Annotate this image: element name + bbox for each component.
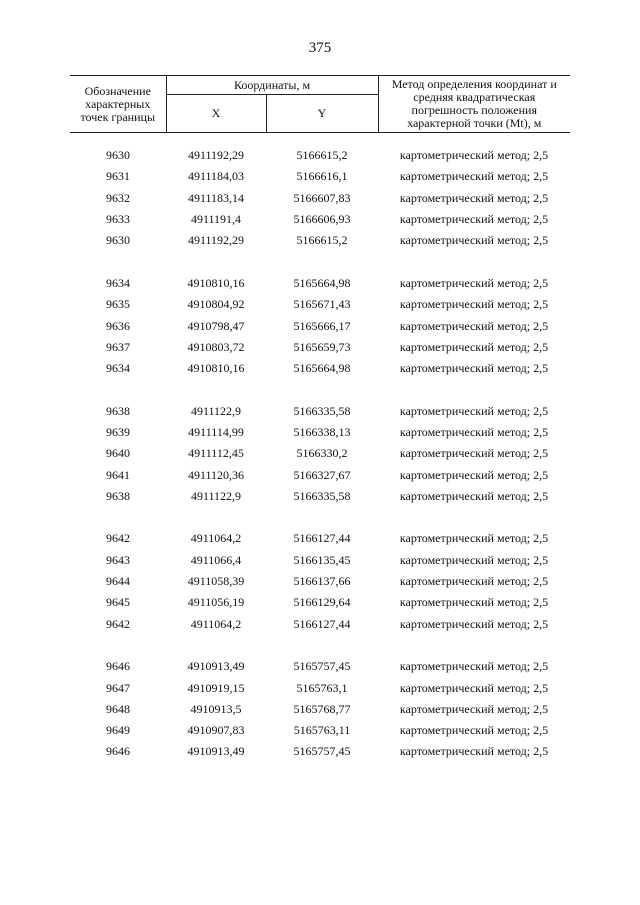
cell-method: картометрический метод; 2,5 (399, 361, 549, 376)
cell-method: картометрический метод; 2,5 (399, 425, 549, 439)
table-row (70, 315, 570, 336)
cell-point-id: 9647 (106, 680, 130, 695)
cell-method: картометрический метод; 2,5 (399, 744, 549, 759)
cell-point-id: 9646 (106, 744, 130, 759)
table-row (70, 550, 570, 571)
table-row (70, 273, 570, 294)
cell-method: картометрический метод; 2,5 (399, 595, 549, 610)
cell-x: 4911192,29 (187, 148, 245, 163)
table-row (70, 486, 570, 507)
cell-y: 5166135,45 (293, 552, 351, 567)
header-coordinates: Координаты, м (166, 76, 378, 95)
cell-y: 5166615,2 (296, 233, 348, 248)
cell-point-id: 9630 (106, 148, 130, 163)
cell-x: 4911056,19 (187, 595, 245, 610)
group-spacer (70, 507, 570, 528)
cell-point-id: 9630 (106, 233, 130, 248)
cell-x: 4911122,9 (190, 488, 242, 503)
cell-x: 4911112,45 (188, 446, 244, 461)
table-row (70, 166, 570, 187)
table-row (70, 145, 570, 166)
cell-method: картометрический метод; 2,5 (399, 148, 549, 163)
cell-y: 5166137,66 (293, 574, 351, 589)
table-row (70, 592, 570, 613)
cell-method: картометрический метод; 2,5 (399, 212, 549, 227)
coordinates-table (70, 75, 570, 763)
page-number: 375 (308, 40, 332, 56)
cell-point-id: 9642 (106, 531, 130, 546)
cell-y: 5166606,93 (293, 212, 351, 227)
cell-method: картометрический метод; 2,5 (399, 659, 549, 674)
cell-method: картометрический метод; 2,5 (399, 275, 549, 290)
cell-x: 4911192,29 (187, 233, 245, 248)
cell-x: 4911120,36 (187, 467, 245, 482)
cell-y: 5165763,1 (296, 680, 348, 695)
table-row (70, 358, 570, 379)
cell-method: картометрический метод; 2,5 (399, 339, 549, 354)
cell-method: картометрический метод; 2,5 (399, 574, 549, 589)
cell-x: 4910810,16 (187, 361, 245, 376)
table-row (70, 464, 570, 485)
cell-y: 5166127,44 (293, 531, 351, 546)
cell-x: 4910810,16 (187, 275, 245, 290)
cell-point-id: 9648 (106, 701, 130, 716)
cell-method: картометрический метод; 2,5 (399, 190, 549, 205)
cell-method: картометрический метод; 2,5 (399, 403, 549, 418)
cell-y: 5165664,98 (293, 275, 351, 290)
header-method: Метод определения координат и средняя квадратическая погрешность положения характерной точки (Mt), м (378, 76, 570, 133)
cell-y: 5165659,73 (293, 339, 351, 354)
group-spacer (70, 133, 570, 146)
cell-y: 5165671,43 (293, 297, 351, 312)
table-row (70, 528, 570, 549)
cell-x: 4910913,5 (190, 701, 242, 716)
cell-point-id: 9638 (106, 403, 130, 418)
cell-y: 5165768,77 (293, 701, 351, 716)
cell-y: 5165757,45 (293, 659, 351, 674)
cell-y: 5166327,67 (293, 467, 351, 482)
cell-method: картометрический метод; 2,5 (399, 233, 549, 248)
cell-method: картометрический метод; 2,5 (399, 701, 549, 716)
cell-point-id: 9632 (106, 190, 130, 205)
cell-y: 5166129,64 (293, 595, 351, 610)
cell-point-id: 9640 (106, 446, 130, 461)
cell-method: картометрический метод; 2,5 (399, 488, 549, 503)
table-row (70, 209, 570, 230)
cell-method: картометрический метод; 2,5 (399, 723, 549, 738)
cell-y: 5166616,1 (296, 169, 348, 184)
header-x: X (166, 95, 266, 133)
cell-x: 4910798,47 (187, 318, 245, 333)
cell-y: 5166330,2 (296, 446, 348, 461)
cell-method: картометрический метод; 2,5 (399, 318, 549, 333)
cell-x: 4911066,4 (190, 552, 242, 567)
table-header (70, 76, 570, 133)
cell-method: картометрический метод; 2,5 (399, 169, 549, 184)
table-row (70, 294, 570, 315)
cell-y: 5166335,58 (293, 403, 351, 418)
table-row (70, 699, 570, 720)
cell-x: 4911064,2 (190, 531, 242, 546)
cell-x: 4910919,15 (187, 680, 245, 695)
cell-y: 5166607,83 (293, 190, 351, 205)
cell-method: картометрический метод; 2,5 (399, 467, 549, 482)
table-row (70, 720, 570, 741)
cell-x: 4911064,2 (190, 616, 242, 631)
cell-x: 4911183,14 (187, 190, 245, 205)
cell-x: 4911122,9 (190, 403, 242, 418)
group-spacer (70, 251, 570, 272)
cell-method: картометрический метод; 2,5 (399, 531, 549, 546)
group-spacer (70, 635, 570, 656)
cell-y: 5165757,45 (293, 744, 351, 759)
cell-method: картометрический метод; 2,5 (399, 616, 549, 631)
cell-x: 4911058,39 (187, 574, 245, 589)
cell-point-id: 9636 (106, 318, 130, 333)
cell-point-id: 9634 (106, 275, 130, 290)
cell-x: 4910913,49 (187, 744, 245, 759)
cell-method: картометрический метод; 2,5 (399, 446, 549, 461)
header-y: Y (266, 95, 378, 133)
cell-y: 5166127,44 (293, 616, 351, 631)
cell-y: 5165666,17 (293, 318, 351, 333)
cell-point-id: 9641 (106, 467, 130, 482)
cell-point-id: 9635 (106, 297, 130, 312)
table-row (70, 230, 570, 251)
cell-point-id: 9631 (106, 169, 130, 184)
cell-point-id: 9637 (106, 339, 130, 354)
cell-x: 4910803,72 (187, 339, 245, 354)
cell-point-id: 9634 (106, 361, 130, 376)
table-row (70, 571, 570, 592)
cell-point-id: 9642 (106, 616, 130, 631)
table-row (70, 188, 570, 209)
cell-y: 5166335,58 (293, 488, 351, 503)
cell-method: картометрический метод; 2,5 (399, 552, 549, 567)
cell-x: 4910804,92 (187, 297, 245, 312)
table-row (70, 677, 570, 698)
cell-method: картометрический метод; 2,5 (399, 297, 549, 312)
cell-y: 5165664,98 (293, 361, 351, 376)
table-row (70, 656, 570, 677)
table-row (70, 422, 570, 443)
cell-point-id: 9644 (106, 574, 130, 589)
cell-method: картометрический метод; 2,5 (399, 680, 549, 695)
group-spacer (70, 379, 570, 400)
cell-y: 5166338,13 (293, 425, 351, 439)
table-row (70, 337, 570, 358)
table-body (70, 133, 570, 763)
cell-x: 4911191,4 (190, 212, 242, 227)
cell-point-id: 9649 (106, 723, 130, 738)
cell-x: 4911114,99 (188, 425, 244, 439)
table-row (70, 614, 570, 635)
cell-x: 4910907,83 (187, 723, 245, 738)
cell-point-id: 9645 (106, 595, 130, 610)
cell-point-id: 9643 (106, 552, 130, 567)
cell-point-id: 9638 (106, 488, 130, 503)
table-row (70, 401, 570, 422)
cell-point-id: 9639 (106, 425, 130, 439)
cell-point-id: 9646 (106, 659, 130, 674)
table-row (70, 443, 570, 464)
cell-x: 4911184,03 (187, 169, 245, 184)
header-point-id: Обозначение характерных точек границы (70, 76, 166, 133)
cell-y: 5165763,11 (293, 723, 351, 738)
cell-point-id: 9633 (106, 212, 130, 227)
cell-y: 5166615,2 (296, 148, 348, 163)
table-row (70, 741, 570, 762)
cell-x: 4910913,49 (187, 659, 245, 674)
